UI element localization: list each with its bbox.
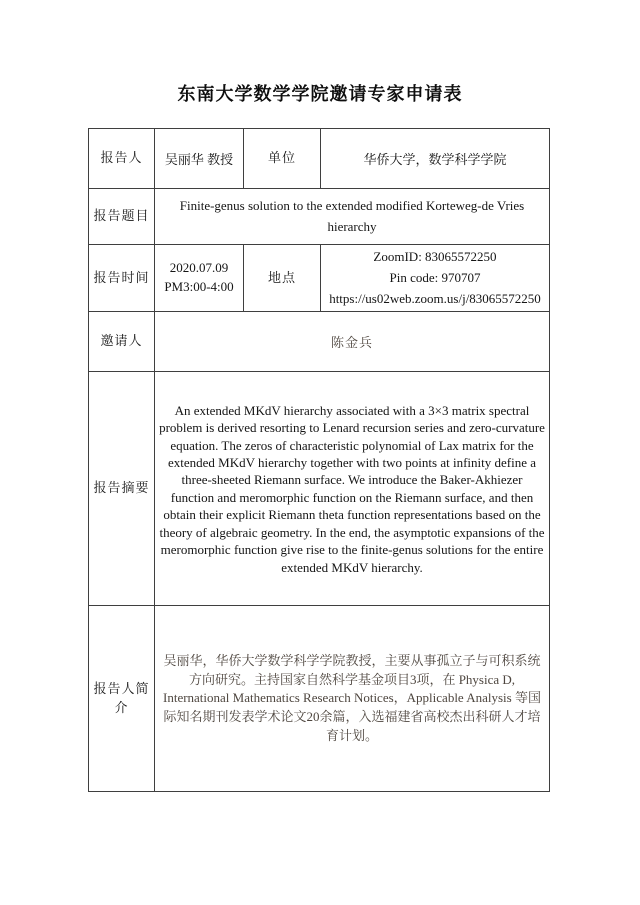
zoom-id: ZoomID: 83065572250 [373, 249, 497, 264]
abstract-label-cell: 报告摘要 [89, 372, 155, 606]
invitation-form-table [88, 128, 550, 792]
bio-text-cell: 吴丽华，华侨大学数学科学学院教授，主要从事孤立子与可积系统方向研究。主持国家自然科学基金项目3项，在 Physica D, International Mathematics Research Notices，Applicable Analysis 等国际知名期刊发表学术论文20余篇，入选福建省高校杰出科研人才培育计划。 [155, 606, 550, 792]
time-hours: PM3:00-4:00 [164, 279, 234, 295]
speaker-label-cell: 报告人 [89, 129, 155, 189]
speaker-name-cell: 吴丽华 教授 [155, 129, 244, 189]
place-label-cell: 地点 [244, 245, 321, 312]
table-row-inviter [89, 312, 550, 372]
bio-label-cell: 报告人简介 [89, 606, 155, 792]
inviter-name-cell: 陈金兵 [155, 312, 550, 372]
time-date: 2020.07.09 [169, 260, 229, 276]
inviter-label-cell: 邀请人 [89, 312, 155, 372]
page-title: 东南大学数学学院邀请专家申请表 [177, 84, 463, 104]
time-label-cell: 报告时间 [89, 245, 155, 312]
table-row-abstract [89, 372, 550, 606]
talk-title-label-cell: 报告题目 [89, 189, 155, 245]
zoom-pin-code: Pin code: 970707 [389, 269, 481, 285]
table-row-time-place [89, 245, 550, 312]
table-row-bio [89, 606, 550, 792]
zoom-meeting-url: https://us02web.zoom.us/j/83065572250 [329, 290, 541, 306]
abstract-text-cell: An extended MKdV hierarchy associated with a 3×3 matrix spectral problem is derived resorting to Lenard recursion series and zero-curvature equation. The zeros of characteristic polynomial of Lax matrix for the extended MKdV hierarchy together with two points at infinity define a three-sheeted Riemann surface. We introduce the Baker-Akhiezer function and meromorphic function on the Riemann surface, and then obtain their explicit Riemann theta function representations based on the theory of algebraic geometry. In the end, the asymptotic expansions of the meromorphic function give rise to the finite-genus solutions for the entire extended MKdV hierarchy. [155, 372, 550, 606]
talk-title-value-cell: Finite-genus solution to the extended modified Korteweg-de Vries hierarchy [155, 189, 550, 245]
time-value-cell [155, 245, 244, 312]
unit-value-cell: 华侨大学，数学科学学院 [321, 129, 550, 189]
table-row-speaker [89, 129, 550, 189]
table-row-talk-title [89, 189, 550, 245]
unit-label-cell: 单位 [244, 129, 321, 189]
place-value-cell [321, 245, 550, 312]
